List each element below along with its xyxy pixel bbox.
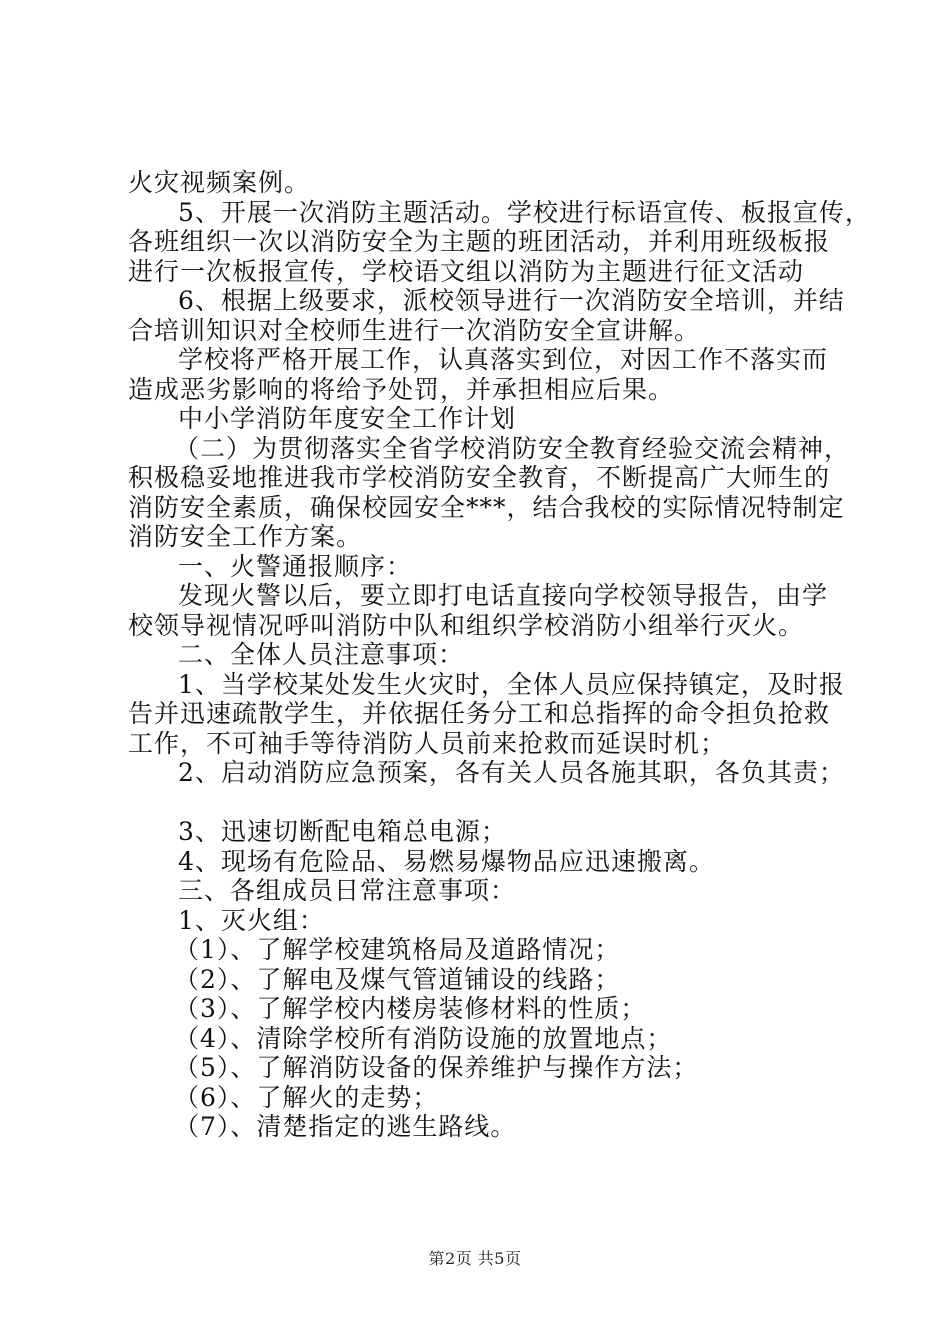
paragraph-line: 工作，不可袖手等待消防人员前来抢救而延误时机； [128, 728, 727, 758]
paragraph-line: 3、迅速切断配电箱总电源； [178, 817, 507, 846]
list-item: （6）、了解火的走势； [174, 1082, 439, 1112]
paragraph-line: 发现火警以后，要立即打电话直接向学校领导报告，由学 [178, 581, 829, 610]
section-title: 中小学消防年度安全工作计划 [178, 404, 517, 433]
list-heading: 1、灭火组： [178, 905, 325, 935]
paragraph-line: 各班组织一次以消防安全为主题的班团活动，并利用班级板报 [128, 227, 831, 256]
section-heading: 二、全体人员注意事项： [178, 640, 465, 669]
list-item: （5）、了解消防设备的保养维护与操作方法； [174, 1053, 699, 1082]
paragraph-line: 告并迅速疏散学生，并依据任务分工和总指挥的命令担负抢救 [128, 699, 831, 728]
paragraph-line: 消防安全素质，确保校园安全***，结合我校的实际情况特制定 [128, 492, 845, 522]
paragraph-line: 4、现场有危险品、易燃易爆物品应迅速搬离。 [178, 846, 715, 876]
paragraph-line: 进行一次板报宣传，学校语文组以消防为主题进行征文活动 [128, 256, 805, 286]
list-item: （4）、清除学校所有消防设施的放置地点； [174, 1023, 673, 1053]
page-footer: 第2页 共5页 [428, 1249, 522, 1268]
section-heading: 一、火警通报顺序： [178, 551, 413, 581]
paragraph-line: 6、根据上级要求，派校领导进行一次消防安全培训，并结 [178, 286, 845, 315]
list-item: （2）、了解电及煤气管道铺设的线路； [174, 964, 621, 994]
paragraph-line: 2、启动消防应急预案，各有关人员各施其职，各负其责； [178, 758, 845, 787]
blank-line [128, 788, 838, 818]
list-item: （1）、了解学校建筑格局及道路情况； [174, 935, 621, 964]
paragraph-line: 火灾视频案例。 [128, 168, 311, 197]
paragraph-line: （二）为贯彻落实全省学校消防安全教育经验交流会精神， [174, 433, 851, 463]
paragraph-line: 积极稳妥地推进我市学校消防安全教育，不断提高广大师生的 [128, 463, 831, 492]
paragraph-line: 5、开展一次消防主题活动。学校进行标语宣传、板报宣传， [178, 197, 871, 227]
paragraph-line: 校领导视情况呼叫消防中队和组织学校消防小组举行灭火。 [128, 610, 805, 640]
list-item: （3）、了解学校内楼房装修材料的性质； [174, 994, 647, 1023]
paragraph-line: 1、当学校某处发生火灾时，全体人员应保持镇定，及时报 [178, 669, 845, 699]
paragraph-line: 合培训知识对全校师生进行一次消防安全宣讲解。 [128, 315, 701, 345]
paragraph-line: 消防安全工作方案。 [128, 522, 363, 551]
document-body [128, 168, 871, 1142]
paragraph-line: 学校将严格开展工作，认真落实到位，对因工作不落实而 [178, 345, 829, 374]
paragraph-line: 造成恶劣影响的将给予处罚，并承担相应后果。 [128, 374, 675, 404]
section-heading: 三、各组成员日常注意事项： [178, 876, 517, 905]
list-item: （7）、清楚指定的逃生路线。 [174, 1112, 517, 1141]
